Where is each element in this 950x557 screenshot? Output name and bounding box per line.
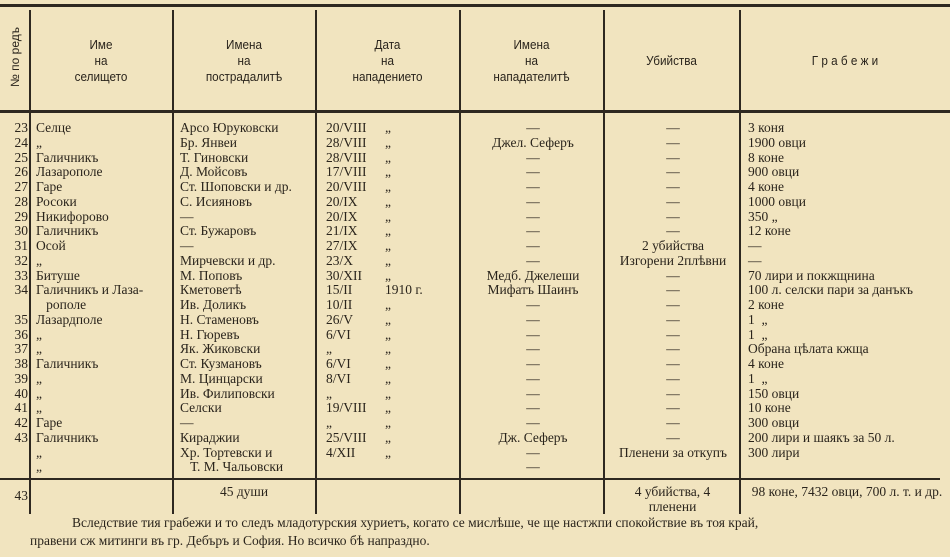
table-row xyxy=(0,445,950,460)
attacker-name: — xyxy=(526,444,540,460)
table-row xyxy=(0,268,950,283)
plunder: 1 „ xyxy=(748,370,768,386)
footer-line-2: правени сж митинги въ гр. Дебъръ и София. Но всичко бѣ напраздно. xyxy=(30,533,430,548)
killings: — xyxy=(666,400,680,416)
killings: — xyxy=(666,385,680,401)
table-row xyxy=(0,253,950,268)
header-killings-text: Убийства xyxy=(646,53,697,68)
attack-year: „ xyxy=(385,400,391,416)
attack-year: „ xyxy=(385,252,391,268)
row-number: 29 xyxy=(14,208,28,224)
village-name: „ xyxy=(36,459,42,475)
header-killings xyxy=(611,12,733,110)
victim-name: Н. Гюревъ xyxy=(180,326,240,342)
attack-date: 25/VIII xyxy=(326,429,367,445)
attack-date: 20/VIII xyxy=(326,179,367,194)
row-number: 39 xyxy=(14,370,28,386)
row-number: 25 xyxy=(14,149,28,165)
killings: — xyxy=(666,356,680,371)
killings: — xyxy=(666,208,680,224)
village-name: „ xyxy=(36,385,42,401)
attack-date: 20/IX xyxy=(326,193,358,209)
attacker-name: Медб. Джелеши xyxy=(486,267,580,283)
victim-name: Т. Гиновски xyxy=(180,149,249,165)
plunder: 300 овци xyxy=(748,415,800,430)
killings: Пленени за откупъ xyxy=(618,444,727,460)
table-row xyxy=(0,120,950,135)
attacker-name: — xyxy=(526,223,540,239)
attack-year: „ xyxy=(385,179,391,194)
plunder: 70 лири и покжщнина xyxy=(748,267,875,283)
attack-year: „ xyxy=(385,238,391,253)
attacker-name: — xyxy=(526,326,540,342)
village-name: „ xyxy=(36,252,42,268)
plunder: 1 „ xyxy=(748,326,768,342)
plunder: 12 коне xyxy=(748,223,791,239)
attack-date: 28/VIII xyxy=(326,149,367,165)
attack-year: „ xyxy=(385,193,391,209)
row-number: 34 xyxy=(14,282,28,298)
total-count: 43 xyxy=(14,488,28,503)
table-row xyxy=(0,430,950,445)
victim-name: Ст. Бужаровъ xyxy=(180,223,257,239)
killings: — xyxy=(666,267,680,283)
table-row xyxy=(0,459,950,474)
attacker-name: Джел. Сеферъ xyxy=(492,134,574,150)
header-attackers-text: Имена на нападателитѣ xyxy=(493,37,570,84)
row-number: 31 xyxy=(14,238,28,253)
victim-name: С. Исияновъ xyxy=(180,193,252,209)
victim-name: Д. Мойсовъ xyxy=(180,164,248,180)
victim-name: Ив. Доликъ xyxy=(180,297,247,312)
village-name: Битуше xyxy=(36,267,80,283)
attacker-name: — xyxy=(526,297,540,312)
attacker-name: — xyxy=(526,400,540,416)
attacker-name: — xyxy=(526,356,540,371)
attack-year: „ xyxy=(385,267,391,283)
attacker-name: — xyxy=(526,459,540,475)
row-number: 28 xyxy=(14,193,28,209)
total-plunder: 98 коне, 7432 овци, 700 л. т. и др. xyxy=(751,484,943,499)
attack-date: 6/VI xyxy=(326,326,351,342)
attacker-name: — xyxy=(526,385,540,401)
row-number: 41 xyxy=(14,400,28,416)
attack-year: „ xyxy=(385,341,391,357)
header-date-text: Дата на нападението xyxy=(352,37,423,84)
attack-date: 15/II xyxy=(326,282,353,298)
table-row xyxy=(0,327,950,342)
table-row xyxy=(0,312,950,327)
village-name: Галичникъ и Лаза- xyxy=(36,282,144,298)
table-row xyxy=(0,371,950,386)
attack-year: „ xyxy=(385,385,391,401)
village-name: Никифорово xyxy=(36,208,109,224)
attacker-name: — xyxy=(526,193,540,209)
attack-date: 4/XII xyxy=(326,444,356,460)
attacker-name: — xyxy=(526,149,540,165)
attack-year: „ xyxy=(385,149,391,165)
attacker-name: — xyxy=(526,341,540,357)
victim-name: — xyxy=(180,415,194,430)
table-row xyxy=(0,297,950,312)
plunder: 3 коня xyxy=(748,120,785,135)
row-number: 26 xyxy=(14,164,28,180)
attack-date: 27/IX xyxy=(326,238,358,253)
village-name: „ xyxy=(36,326,42,342)
attack-year: „ xyxy=(385,164,391,180)
attack-date: 19/VIII xyxy=(326,400,367,416)
killings: — xyxy=(666,134,680,150)
attack-year: „ xyxy=(385,223,391,239)
header-plunder-text: Г р а б е ж и xyxy=(811,53,879,68)
victim-name: М. Цинцарски xyxy=(180,370,263,386)
header-number: № по редъ xyxy=(8,26,22,88)
village-name: Лазардполе xyxy=(36,311,103,327)
plunder: 150 овци xyxy=(748,385,800,401)
totals-rule xyxy=(0,478,940,480)
row-number: 38 xyxy=(14,356,28,371)
plunder: 200 лири и шаякъ за 50 л. xyxy=(748,429,895,445)
victim-name: Як. Жиковски xyxy=(180,341,261,357)
village-name: Лазарополе xyxy=(36,164,103,180)
attack-date: 26/V xyxy=(326,311,353,327)
village-name: „ xyxy=(36,444,42,460)
table-row xyxy=(0,282,950,297)
victim-name: Н. Стаменовъ xyxy=(180,311,259,327)
table-row xyxy=(0,194,950,209)
attack-year: „ xyxy=(385,297,391,312)
village-name: Галичникъ xyxy=(36,223,99,239)
village-name: „ xyxy=(36,134,42,150)
row-number: 35 xyxy=(14,311,28,327)
victim-name: Бр. Янвеи xyxy=(180,134,237,150)
killings: — xyxy=(666,193,680,209)
attacker-name: — xyxy=(526,370,540,386)
plunder: 4 коне xyxy=(748,356,784,371)
plunder: 300 лири xyxy=(748,444,800,460)
header-victims xyxy=(180,12,308,110)
row-number: 37 xyxy=(14,341,28,357)
plunder: 4 коне xyxy=(748,179,784,194)
killings: — xyxy=(666,415,680,430)
row-number: 32 xyxy=(14,252,28,268)
plunder: 1000 овци xyxy=(748,193,806,209)
village-name: „ xyxy=(36,341,42,357)
table-row xyxy=(0,209,950,224)
killings: — xyxy=(666,179,680,194)
victim-name: Мирчевски и др. xyxy=(180,252,276,268)
table-row xyxy=(0,164,950,179)
attack-date: 30/XII xyxy=(326,267,362,283)
victim-name: Селски xyxy=(180,400,222,416)
killings: — xyxy=(666,370,680,386)
killings: Изгорени 2плѣвни xyxy=(619,252,727,268)
plunder: — xyxy=(748,252,762,268)
attacker-name: — xyxy=(526,208,540,224)
killings: — xyxy=(666,149,680,165)
plunder: Обрана цѣлата кжща xyxy=(748,341,869,357)
table-row xyxy=(0,223,950,238)
table-row xyxy=(0,238,950,253)
killings: 2 убийства xyxy=(641,238,705,253)
victim-name: Кметоветѣ xyxy=(180,282,242,298)
attacker-name: — xyxy=(526,415,540,430)
village-name: „ xyxy=(36,370,42,386)
attacker-name: — xyxy=(526,179,540,194)
header-date xyxy=(323,12,452,110)
table-row xyxy=(0,179,950,194)
killings: — xyxy=(666,429,680,445)
attacker-name: Мифатъ Шаинъ xyxy=(487,282,579,298)
village-name: Селце xyxy=(36,120,72,135)
row-number: 30 xyxy=(14,223,28,239)
attack-date: „ xyxy=(326,341,332,357)
killings: — xyxy=(666,164,680,180)
plunder: 8 коне xyxy=(748,149,784,165)
village-name: Галичникъ xyxy=(36,429,99,445)
attacker-name: Дж. Сеферъ xyxy=(498,429,568,445)
killings: — xyxy=(666,120,680,135)
attack-date: 6/VI xyxy=(326,356,351,371)
village-name: Росоки xyxy=(36,193,77,209)
table-row xyxy=(0,150,950,165)
table-row xyxy=(0,415,950,430)
killings: — xyxy=(666,297,680,312)
victim-name: Ст. Кузмановъ xyxy=(180,356,262,371)
row-number: 24 xyxy=(14,134,28,150)
plunder: — xyxy=(748,238,762,253)
victim-name: — xyxy=(180,208,194,224)
village-name: Галичникъ xyxy=(36,149,99,165)
plunder: 1 „ xyxy=(748,311,768,327)
attack-year: „ xyxy=(385,120,391,135)
attack-date: „ xyxy=(326,415,332,430)
killings: — xyxy=(666,311,680,327)
row-number: 27 xyxy=(14,179,28,194)
table-row xyxy=(0,341,950,356)
village-name: „ xyxy=(36,400,42,416)
footer-line-1: Вследствие тия грабежи и то следъ младотурския хуриетъ, когато се мислѣше, че ще настжпи спокойствие въ тоя край, xyxy=(72,515,759,530)
attack-year: „ xyxy=(385,356,391,371)
attacker-name: — xyxy=(526,311,540,327)
row-number: 36 xyxy=(14,326,28,342)
victim-name: М. Поповъ xyxy=(180,267,243,283)
attack-date: 20/IX xyxy=(326,208,358,224)
village-name: Гаре xyxy=(36,415,63,430)
village-name: Осой xyxy=(36,238,66,253)
attack-year: „ xyxy=(385,429,391,445)
attack-year: „ xyxy=(385,415,391,430)
victim-name: Ст. Шоповски и др. xyxy=(180,179,292,194)
attacker-name: — xyxy=(526,120,540,135)
header-plunder xyxy=(751,12,940,110)
attacker-name: — xyxy=(526,238,540,253)
attack-year: „ xyxy=(385,208,391,224)
table-row xyxy=(0,135,950,150)
attack-date: 8/VI xyxy=(326,370,351,386)
attack-date: „ xyxy=(326,385,332,401)
attack-date: 20/VIII xyxy=(326,120,367,135)
table-row xyxy=(0,386,950,401)
total-killings: 4 убийства, 4 пленени xyxy=(634,484,711,514)
victim-name: Т. М. Чальовски xyxy=(180,459,284,475)
attack-year: „ xyxy=(385,444,391,460)
table-row xyxy=(0,356,950,371)
top-rule xyxy=(0,4,950,7)
killings: — xyxy=(666,326,680,342)
attack-date: 28/VIII xyxy=(326,134,367,150)
victim-name: Кираджии xyxy=(180,429,240,445)
attack-year: „ xyxy=(385,370,391,386)
total-victims: 45 души xyxy=(219,484,269,499)
header-village-text: Име на селището xyxy=(74,37,128,84)
row-number: 33 xyxy=(14,267,28,283)
header-rule xyxy=(0,110,950,113)
attack-date: 21/IX xyxy=(326,223,358,239)
victim-name: Хр. Тортевски и xyxy=(180,444,273,460)
village-name: рополе xyxy=(36,297,87,312)
row-number: 43 xyxy=(14,429,28,445)
attack-date: 23/X xyxy=(326,252,353,268)
village-name: Гаре xyxy=(36,179,63,194)
attacker-name: — xyxy=(526,252,540,268)
killings: — xyxy=(666,282,680,298)
attack-year: „ xyxy=(385,326,391,342)
attacker-name: — xyxy=(526,164,540,180)
plunder: 100 л. селски пари за данъкъ xyxy=(748,282,914,298)
attack-year: 1910 г. xyxy=(385,282,423,298)
attack-year: „ xyxy=(385,311,391,327)
header-victims-text: Имена на пострадалитѣ xyxy=(205,37,283,84)
killings: — xyxy=(666,223,680,239)
plunder: 10 коне xyxy=(748,400,791,416)
killings: — xyxy=(666,341,680,357)
plunder: 2 коне xyxy=(748,297,784,312)
attack-date: 17/VIII xyxy=(326,164,367,180)
victim-name: Ив. Филиповски xyxy=(180,385,275,401)
plunder: 350 „ xyxy=(748,208,778,224)
plunder: 1900 овци xyxy=(748,134,806,150)
victim-name: Арсо Юруковски xyxy=(180,120,279,135)
row-number: 23 xyxy=(14,120,28,135)
table-row xyxy=(0,400,950,415)
attack-date: 10/II xyxy=(326,297,353,312)
victim-name: — xyxy=(180,238,194,253)
header-attackers xyxy=(467,12,596,110)
header-village xyxy=(37,12,165,110)
attack-year: „ xyxy=(385,134,391,150)
village-name: Галичникъ xyxy=(36,356,99,371)
plunder: 900 овци xyxy=(748,164,800,180)
row-number: 42 xyxy=(14,415,28,430)
row-number: 40 xyxy=(14,385,28,401)
